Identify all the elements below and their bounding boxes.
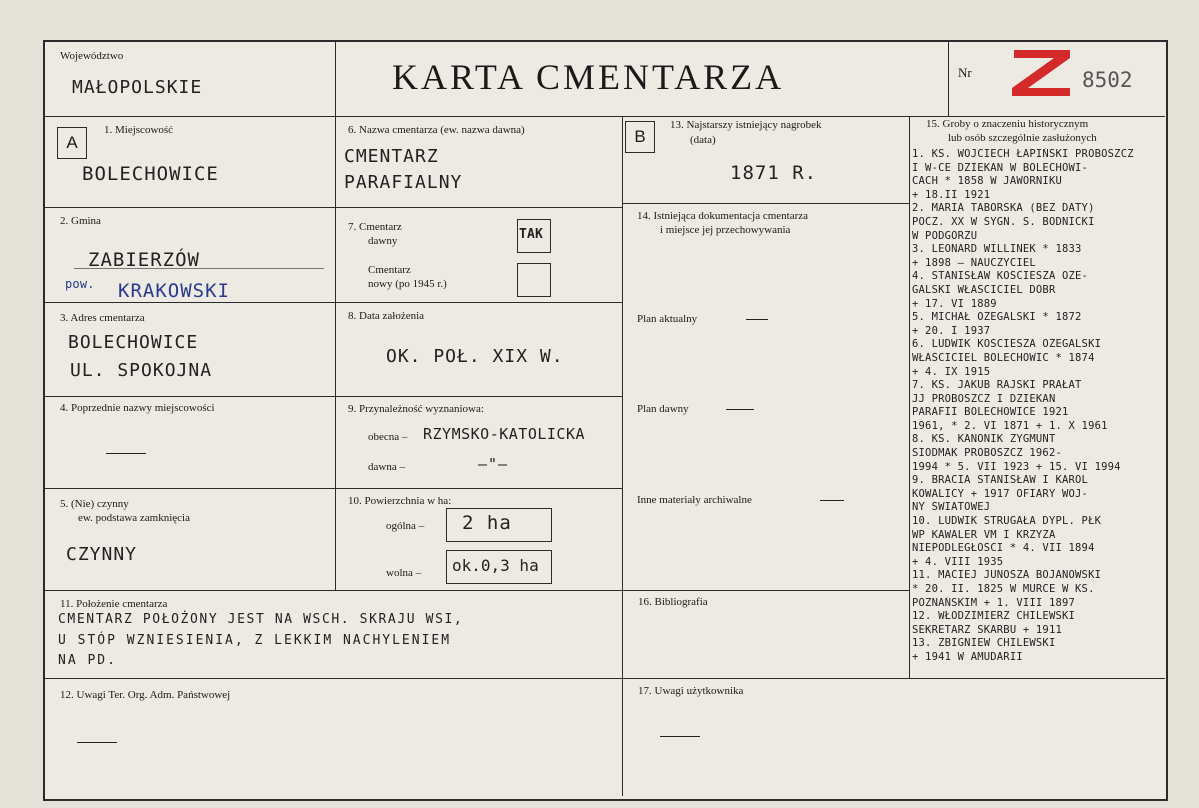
grave-entry-line: 8. KS. KANONIK ZYGMUNT: [912, 433, 1056, 446]
grave-entry-line: 1994 * 5. VII 1923 + 15. VI 1994: [912, 460, 1121, 473]
grave-entry-line: + 4. VIII 1935: [912, 555, 1004, 568]
f4-empty-dash: [106, 453, 146, 454]
red-z-stamp: [1008, 42, 1076, 100]
grave-entry-line: 6. LUDWIK KOŚCIESZA OŻEGALSKI: [912, 338, 1102, 351]
divider: [45, 302, 335, 303]
f17-dash: [660, 736, 700, 737]
nr-number: 8502: [1082, 68, 1133, 92]
wojewodztwo-value: MAŁOPOLSKIE: [72, 77, 203, 98]
f9-obecna-label: obecna –: [368, 431, 408, 443]
divider: [45, 116, 1165, 117]
grave-entry-line: CACH * 1858 W JAWORNIKU: [912, 175, 1062, 188]
grave-entry-line: + 4. IX 1915: [912, 365, 991, 378]
f8-label: 8. Data założenia: [348, 310, 425, 322]
divider: [622, 116, 623, 590]
f7-dawny-mark: TAK: [519, 227, 544, 242]
grave-entry-line: KOWALICY + 1917 OFIARY WOJ-: [912, 487, 1089, 500]
f4-label: 4. Poprzednie nazwy miejscowości: [60, 402, 215, 414]
divider: [335, 396, 622, 397]
grave-entry-line: + 18.II 1921: [912, 188, 991, 201]
f17-label: 17. Uwagi użytkownika: [638, 685, 744, 697]
grave-entry-line: 9. BRACIA STANISŁAW I KAROL: [912, 474, 1089, 487]
f14-label-1: 14. Istniejąca dokumentacja cmentarza: [637, 210, 809, 222]
grave-entry-line: GALSKI WŁAŚCICIEL DÓBR: [912, 283, 1056, 296]
f5-label-1: 5. (Nie) czynny: [60, 498, 129, 510]
f8-value: OK. POŁ. XIX W.: [386, 346, 564, 367]
f15-label-1: 15. Groby o znaczeniu historycznym: [926, 118, 1089, 130]
f1-value: BOLECHOWICE: [82, 163, 219, 185]
f9-obecna-value: RZYMSKO-KATOLICKA: [423, 425, 586, 443]
grave-entry-line: 11. MACIEJ JUNOSZA BOJANOWSKI: [912, 569, 1102, 582]
grave-entry-line: NIEPODLEGŁOŚCI * 4. VII 1894: [912, 542, 1095, 555]
grave-entry-line: SIODMAK PROBOSZCZ 1962-: [912, 447, 1062, 460]
divider: [45, 396, 335, 397]
f13-label-2: (data): [690, 134, 716, 146]
f14-label-2: i miejsce jej przechowywania: [660, 224, 791, 236]
f9-dawna-label: dawna –: [368, 461, 405, 473]
section-b-box: B: [625, 121, 655, 153]
f10-ogolna-value: 2 ha: [462, 512, 512, 534]
f9-dawna-value: –"–: [478, 455, 509, 473]
grave-entry-line: 3. LEONARD WILLINEK * 1833: [912, 243, 1082, 256]
f12-dash: [77, 742, 117, 743]
grave-entry-line: + 1941 W AMUDARII: [912, 650, 1023, 663]
grave-entry-line: 5. MICHAŁ OŻEGALSKI * 1872: [912, 311, 1082, 324]
f10-label: 10. Powierzchnia w ha:: [348, 495, 452, 507]
f7-label-2: dawny: [368, 235, 398, 247]
grave-entry-line: POZNAŃSKIM + 1. VIII 1897: [912, 596, 1076, 609]
f16-label: 16. Bibliografia: [638, 596, 708, 608]
f7-nowy-checkbox[interactable]: [517, 263, 551, 297]
nr-label: Nr: [958, 65, 972, 80]
wojewodztwo-label: Województwo: [60, 50, 124, 62]
f3-label: 3. Adres cmentarza: [60, 312, 145, 324]
grave-entry-line: JJ PROBOSZCZ I DZIEKAN: [912, 392, 1056, 405]
inne-dash: [820, 500, 844, 501]
grave-entry-line: W PODGÓRZU: [912, 229, 978, 242]
divider: [622, 678, 623, 796]
plan-aktualny-dash: [746, 319, 768, 320]
f6-line1: CMENTARZ: [344, 146, 439, 167]
grave-entry-line: 13. ZBIGNIEW CHILEWSKI: [912, 637, 1056, 650]
f10-ogolna-label: ogólna –: [386, 520, 425, 532]
f5-label-2: ew. podstawa zamknięcia: [78, 512, 190, 524]
f10-wolna-label: wolna –: [386, 567, 422, 579]
divider: [45, 590, 909, 591]
card-title: KARTA CMENTARZA: [392, 57, 785, 97]
grave-entry-line: WP KAWALER VM I KRZYŻA: [912, 528, 1056, 541]
divider: [335, 116, 336, 590]
divider: [948, 42, 949, 116]
f2-value: ZABIERZÓW: [88, 249, 200, 271]
f2-label: 2. Gmina: [60, 215, 101, 227]
f6-label: 6. Nazwa cmentarza (ew. nazwa dawna): [348, 124, 525, 136]
grave-entry-line: SEKRETARZ SKARBU + 1911: [912, 623, 1062, 636]
f10-wolna-value: ok.0,3 ha: [452, 556, 539, 575]
f2-pow-value: KRAKOWSKI: [118, 280, 230, 302]
f3-line2: UL. SPOKOJNA: [70, 360, 213, 381]
f2-pow-prefix: pow.: [65, 277, 95, 291]
divider: [45, 488, 335, 489]
f11-line1: CMENTARZ POŁOŻONY JEST NA WSCH. SKRAJU WSI,: [58, 612, 464, 627]
grave-entry-line: 7. KS. JAKUB RAJSKI PRAŁAT: [912, 379, 1082, 392]
f12-label: 12. Uwagi Ter. Org. Adm. Państwowej: [60, 689, 231, 701]
f1-label: 1. Miejscowość: [104, 124, 174, 136]
f6-line2: PARAFIALNY: [344, 172, 463, 193]
f7-nowy-label-2: nowy (po 1945 r.): [368, 278, 447, 290]
f7-nowy-label-1: Cmentarz: [368, 264, 411, 276]
grave-entry-line: 1961, * 2. VI 1871 + 1. X 1961: [912, 419, 1108, 432]
divider: [622, 203, 909, 204]
f11-line2: U STÓP WZNIESIENIA, Z LEKKIM NACHYLENIEM: [58, 633, 452, 648]
f13-value: 1871 R.: [730, 162, 818, 184]
divider: [335, 488, 622, 489]
plan-dawny-label: Plan dawny: [637, 403, 689, 415]
divider: [335, 207, 622, 208]
inne-label: Inne materiały archiwalne: [637, 494, 752, 506]
grave-entry-line: 2. MARIA TABORSKA (BEZ DATY): [912, 202, 1095, 215]
grave-entry-line: 4. STANISŁAW KOŚCIESZA OŻE-: [912, 270, 1089, 283]
f2-underline: [74, 268, 324, 269]
grave-entry-line: + 20. I 1937: [912, 324, 991, 337]
grave-entry-line: + 1898 – NAUCZYCIEL: [912, 256, 1036, 269]
divider: [622, 590, 623, 678]
f3-line1: BOLECHOWICE: [68, 332, 199, 353]
grave-entry-line: POCZ. XX W SYGN. S. BODNICKI: [912, 215, 1095, 228]
plan-aktualny-label: Plan aktualny: [637, 313, 698, 325]
grave-entry-line: NY ŚWIATOWEJ: [912, 501, 991, 514]
divider: [45, 207, 335, 208]
f11-line3: NA PD.: [58, 653, 117, 668]
grave-entry-line: + 17. VI 1889: [912, 297, 997, 310]
grave-entry-line: I W-CE DZIEKAN W BOLECHOWI-: [912, 161, 1089, 174]
grave-entry-line: 1. KS. WOJCIECH ŁAPIŃSKI PROBOSZCZ: [912, 148, 1134, 160]
divider: [45, 678, 1165, 679]
divider: [335, 42, 336, 116]
f9-label: 9. Przynależność wyznaniowa:: [348, 403, 484, 415]
f11-label: 11. Położenie cmentarza: [60, 598, 168, 610]
divider: [335, 302, 622, 303]
grave-entry-line: PARAFII BOLECHOWICE 1921: [912, 406, 1069, 419]
divider: [909, 116, 910, 678]
f15-label-2: lub osób szczególnie zasłużonych: [948, 132, 1097, 144]
section-a-box: A: [57, 127, 87, 159]
f7-label-1: 7. Cmentarz: [348, 221, 402, 233]
plan-dawny-dash: [726, 409, 754, 410]
f13-label-1: 13. Najstarszy istniejący nagrobek: [670, 119, 822, 131]
grave-entry-line: WŁAŚCICIEL BOLECHOWIC * 1874: [912, 351, 1095, 364]
grave-entry-line: 12. WŁODZIMIERZ CHILEWSKI: [912, 610, 1076, 623]
grave-entry-line: * 20. II. 1825 W MURCE W KS.: [912, 583, 1095, 595]
f5-value: CZYNNY: [66, 544, 138, 565]
graves-list: [912, 148, 1162, 665]
grave-entry-line: 10. LUDWIK STRUGAŁA DYPL. PŁK: [912, 515, 1102, 528]
